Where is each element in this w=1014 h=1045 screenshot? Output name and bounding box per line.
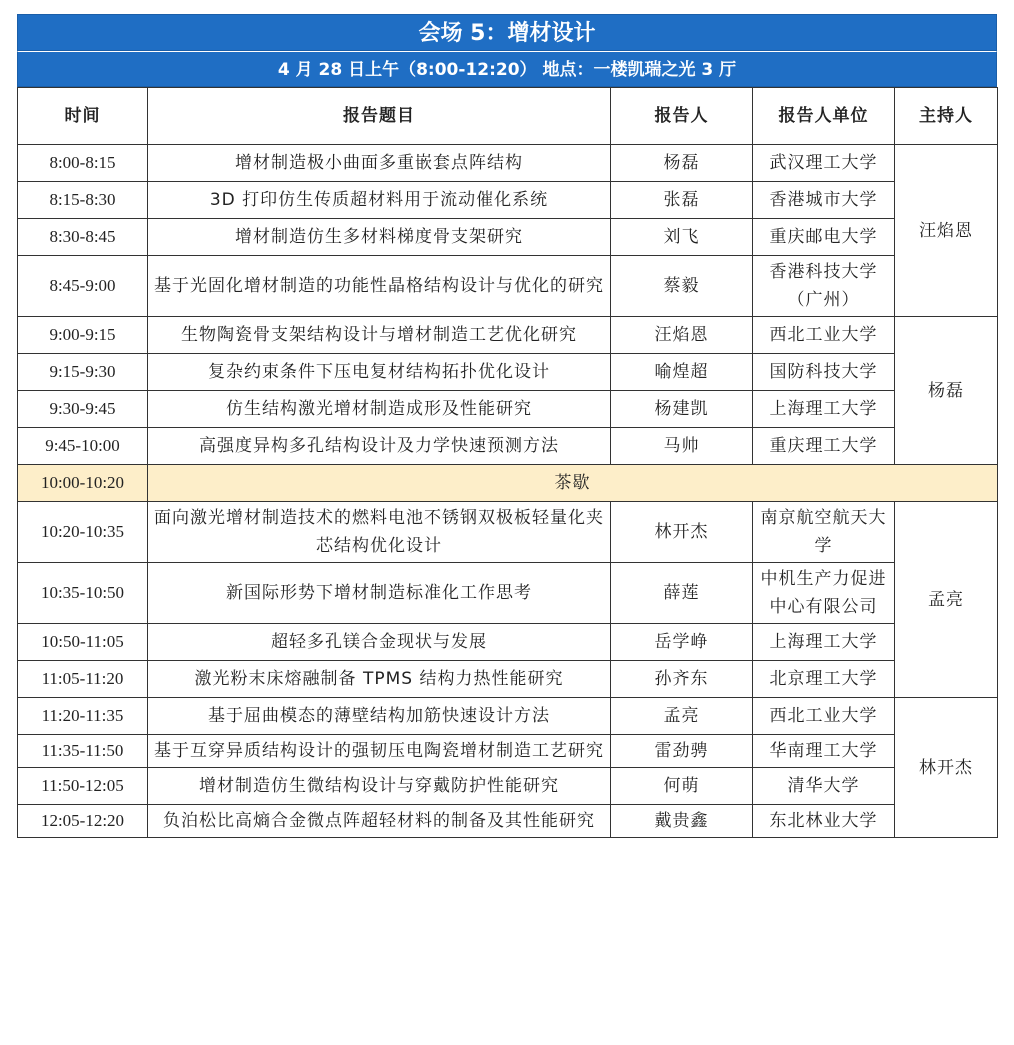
table-row [18,805,998,838]
time-cell: 10:20-10:35 [18,502,148,563]
time-cell: 9:00-9:15 [18,317,148,354]
speaker-cell: 岳学峥 [611,624,753,661]
time-cell: 8:30-8:45 [18,219,148,256]
org-cell: 西北工业大学 [753,698,895,735]
topic-cell: 增材制造仿生多材料梯度骨支架研究 [148,219,611,256]
time-cell: 9:45-10:00 [18,428,148,465]
time-cell: 12:05-12:20 [18,805,148,838]
schedule-wrapper [17,14,997,838]
break-label-cell: 茶歇 [148,465,998,502]
table-row [18,502,998,563]
speaker-cell: 戴贵鑫 [611,805,753,838]
speaker-cell: 何萌 [611,768,753,805]
topic-cell: 激光粉末床熔融制备 TPMS 结构力热性能研究 [148,661,611,698]
topic-cell: 负泊松比高熵合金微点阵超轻材料的制备及其性能研究 [148,805,611,838]
topic-cell: 基于互穿异质结构设计的强韧压电陶瓷增材制造工艺研究 [148,735,611,768]
speaker-cell: 马帅 [611,428,753,465]
org-cell: 武汉理工大学 [753,145,895,182]
time-cell: 11:35-11:50 [18,735,148,768]
org-cell: 华南理工大学 [753,735,895,768]
time-cell: 9:15-9:30 [18,354,148,391]
host-cell: 汪焰恩 [895,145,998,317]
header-org: 报告人单位 [753,88,895,145]
time-cell: 8:15-8:30 [18,182,148,219]
topic-cell: 超轻多孔镁合金现状与发展 [148,624,611,661]
org-cell: 北京理工大学 [753,661,895,698]
header-row [18,88,998,145]
speaker-cell: 雷劲骋 [611,735,753,768]
table-row [18,256,998,317]
org-cell: 东北林业大学 [753,805,895,838]
time-cell: 11:50-12:05 [18,768,148,805]
host-cell: 杨磊 [895,317,998,465]
topic-cell: 高强度异构多孔结构设计及力学快速预测方法 [148,428,611,465]
org-cell: 西北工业大学 [753,317,895,354]
speaker-cell: 张磊 [611,182,753,219]
topic-cell: 生物陶瓷骨支架结构设计与增材制造工艺优化研究 [148,317,611,354]
org-cell: 重庆理工大学 [753,428,895,465]
time-cell: 9:30-9:45 [18,391,148,428]
table-row [18,317,998,354]
topic-cell: 面向激光增材制造技术的燃料电池不锈钢双极板轻量化夹芯结构优化设计 [148,502,611,563]
time-cell: 11:05-11:20 [18,661,148,698]
time-cell: 8:00-8:15 [18,145,148,182]
speaker-cell: 喻煌超 [611,354,753,391]
speaker-cell: 杨建凯 [611,391,753,428]
table-row [18,735,998,768]
break-row [18,465,998,502]
table-row [18,624,998,661]
session-subtitle: 4 月 28 日上午（8:00-12:20） 地点：一楼凯瑞之光 3 厅 [17,51,997,87]
topic-cell: 新国际形势下增材制造标准化工作思考 [148,563,611,624]
host-cell: 林开杰 [895,698,998,838]
table-row [18,768,998,805]
table-row [18,354,998,391]
org-cell: 南京航空航天大学 [753,502,895,563]
topic-cell: 基于光固化增材制造的功能性晶格结构设计与优化的研究 [148,256,611,317]
table-row [18,563,998,624]
speaker-cell: 薛莲 [611,563,753,624]
table-row [18,391,998,428]
speaker-cell: 汪焰恩 [611,317,753,354]
table-row [18,698,998,735]
speaker-cell: 杨磊 [611,145,753,182]
speaker-cell: 蔡毅 [611,256,753,317]
topic-cell: 增材制造仿生微结构设计与穿戴防护性能研究 [148,768,611,805]
topic-cell: 仿生结构激光增材制造成形及性能研究 [148,391,611,428]
org-cell: 香港城市大学 [753,182,895,219]
header-speaker: 报告人 [611,88,753,145]
org-cell: 香港科技大学（广州） [753,256,895,317]
org-cell: 上海理工大学 [753,624,895,661]
topic-cell: 复杂约束条件下压电复材结构拓扑优化设计 [148,354,611,391]
topic-cell: 基于屈曲模态的薄壁结构加筋快速设计方法 [148,698,611,735]
table-row [18,145,998,182]
time-cell: 8:45-9:00 [18,256,148,317]
table-row [18,428,998,465]
speaker-cell: 孙齐东 [611,661,753,698]
schedule-table [17,87,998,838]
topic-cell: 3D 打印仿生传质超材料用于流动催化系统 [148,182,611,219]
break-time-cell: 10:00-10:20 [18,465,148,502]
time-cell: 10:50-11:05 [18,624,148,661]
table-row [18,182,998,219]
time-cell: 11:20-11:35 [18,698,148,735]
header-time: 时间 [18,88,148,145]
speaker-cell: 刘飞 [611,219,753,256]
speaker-cell: 林开杰 [611,502,753,563]
org-cell: 清华大学 [753,768,895,805]
org-cell: 国防科技大学 [753,354,895,391]
table-row [18,661,998,698]
host-cell: 孟亮 [895,502,998,698]
time-cell: 10:35-10:50 [18,563,148,624]
speaker-cell: 孟亮 [611,698,753,735]
table-row [18,219,998,256]
org-cell: 上海理工大学 [753,391,895,428]
session-title: 会场 5：增材设计 [17,14,997,51]
topic-cell: 增材制造极小曲面多重嵌套点阵结构 [148,145,611,182]
org-cell: 重庆邮电大学 [753,219,895,256]
header-host: 主持人 [895,88,998,145]
org-cell: 中机生产力促进中心有限公司 [753,563,895,624]
header-topic: 报告题目 [148,88,611,145]
